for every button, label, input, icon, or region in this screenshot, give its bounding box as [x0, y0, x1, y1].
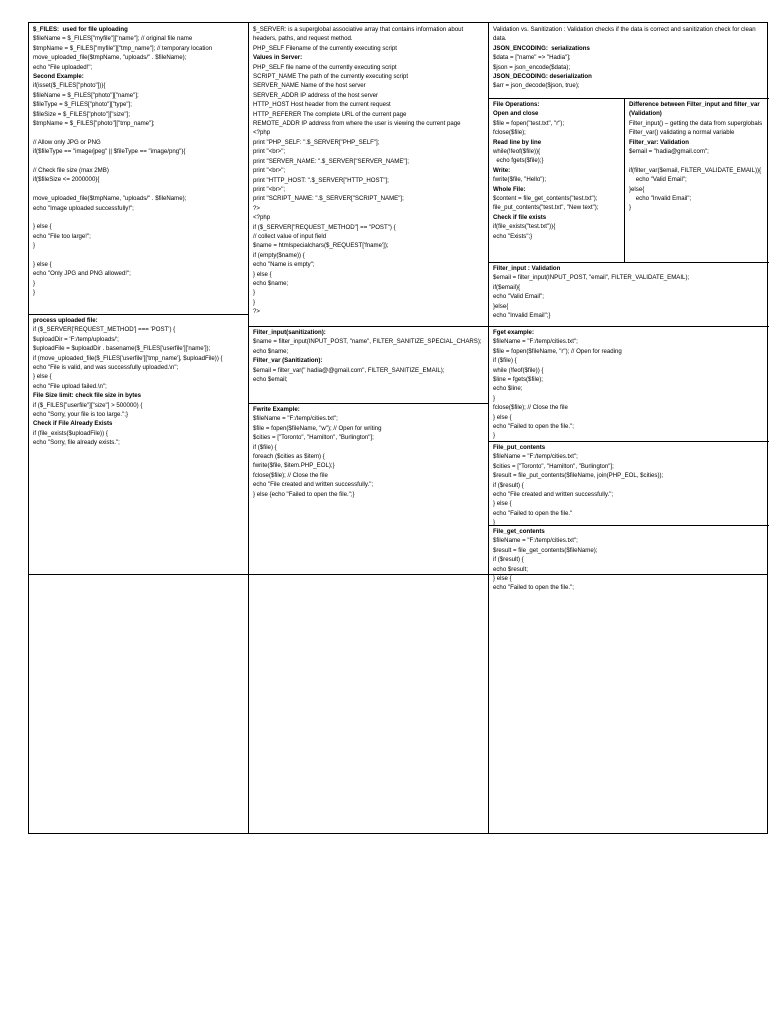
code-line: if($fileType == "image/jpeg" || $fileType == "image/png"){: [33, 148, 186, 156]
section-heading: File_put_contents: [493, 444, 546, 451]
code-line: echo "File created and written successfully.";: [493, 491, 614, 499]
code-line: print "SCRIPT_NAME: ".$_SERVER["SCRIPT_NAME"];: [253, 195, 404, 203]
code-line: SCRIPT_NAME The path of the currently executing script: [253, 73, 409, 81]
code-line: $email = filter_var(" hadia@@gmail.com", FILTER_SANITIZE_EMAIL);: [253, 366, 445, 374]
code-line: echo "Image uploaded successfully!";: [33, 204, 134, 212]
code-line: } else {: [33, 373, 52, 381]
code-line: if($fileSize <= 2000000){: [33, 176, 100, 184]
section-heading: Second Example:: [33, 73, 84, 81]
code-line: <?php: [253, 214, 271, 222]
code-line: print "HTTP_HOST: ".$_SERVER["HTTP_HOST"];: [253, 176, 389, 184]
code-line: echo "File upload failed.\n";: [33, 382, 107, 390]
code-line: echo "Sorry, file already exists.";: [33, 439, 120, 447]
code-line: HTTP_HOST Host header from the current request: [253, 101, 391, 109]
code-line: $tmpName = $_FILES["myfile"]["tmp_name"]; // temporary location: [33, 44, 213, 52]
code-line: PHP_SELF file name of the currently executing script: [253, 63, 397, 71]
code-line: }: [253, 298, 256, 306]
fwrite-example-cell: [249, 403, 488, 574]
code-line: print "<br>";: [253, 167, 286, 175]
code-line: $arr = json_decode($json, true);: [493, 82, 580, 90]
code-line: echo "Failed to open the file.";: [493, 423, 574, 431]
code-line: // Check file size (max 2MB): [33, 167, 109, 175]
code-line: $_SERVER: is a superglobal associative array that contains information about headers, paths, and request method.: [253, 26, 465, 43]
section-heading: File Size limit: check file size in bytes: [33, 392, 142, 400]
code-line: SERVER_ADDR IP address of the host server: [253, 91, 379, 99]
code-line: $result = file_get_contents($fileName);: [493, 546, 598, 554]
code-line: foreach ($cities as $item) {: [253, 453, 325, 461]
code-line: $content = file_get_contents("test.txt");: [493, 195, 598, 203]
code-line: REMOTE_ADDR IP address from where the user is viewing the current page: [253, 120, 461, 128]
file-operations-cell: [489, 98, 624, 262]
section-heading: Write:: [493, 166, 511, 174]
code-line: fclose($file); // Close the file: [493, 404, 568, 412]
process-uploaded-cell: [29, 314, 248, 574]
code-line: if (move_uploaded_file($_FILES['userfile']['tmp_name'], $uploadFile)) {: [33, 354, 223, 362]
section-heading: Read line by line: [493, 138, 542, 146]
code-line: [33, 213, 244, 222]
section-heading: Check if file exists: [493, 213, 547, 221]
section-heading: process uploaded file:: [33, 317, 98, 324]
code-line: echo $email;: [253, 376, 288, 384]
code-line: while(!feof($file)){: [493, 148, 541, 156]
code-line: [33, 157, 244, 166]
filter-difference-cell: [625, 98, 769, 262]
code-line: ?>: [253, 308, 260, 316]
code-line: echo "Valid Email";: [493, 293, 544, 301]
code-line: if ($_SERVER['REQUEST_METHOD'] === 'POST') {: [33, 326, 176, 334]
code-line: }else{: [629, 185, 645, 193]
code-line: echo "Failed to open the file.": [493, 509, 573, 517]
code-line: }: [493, 432, 496, 440]
section-heading: $_FILES: used for file uploading: [33, 26, 128, 33]
code-line: print "PHP_SELF: ".$_SERVER["PHP_SELF"];: [253, 138, 380, 146]
code-line: fwrite($file, "Hello");: [493, 176, 547, 184]
code-line: echo $name;: [253, 347, 289, 355]
code-line: echo "Invalid Email";: [629, 195, 692, 203]
code-line: }: [493, 394, 496, 402]
code-line: [33, 128, 244, 137]
code-line: echo "File too large!";: [33, 232, 91, 240]
code-line: move_uploaded_file($tmpName, "uploads/" . $fileName);: [33, 54, 187, 62]
code-line: print "<br>";: [253, 185, 286, 193]
code-line: Filter_var() validating a normal variable: [629, 129, 735, 137]
code-line: print "SERVER_NAME: ".$_SERVER["SERVER_NAME"];: [253, 157, 409, 165]
code-line: $fileName = $_FILES["myfile"]["name"]; // original file name: [33, 35, 193, 43]
code-line: while (!feof($file)) {: [493, 366, 544, 374]
code-line: $cities = ["Toronto", "Hamilton", "Burlington"];: [493, 462, 614, 470]
code-line: } else {: [33, 261, 52, 269]
code-line: }: [629, 204, 632, 212]
section-heading: Whole File:: [493, 185, 526, 193]
code-line: $fileType = $_FILES["photo"]["type"];: [33, 101, 132, 109]
code-line: echo $result;: [493, 565, 528, 573]
code-line: }: [33, 289, 36, 297]
code-line: $fileName = "F:/temp/cities.txt";: [253, 415, 338, 423]
code-line: if(isset($_FILES["photo"])){: [33, 82, 106, 90]
section-heading: JSON_DECODING: deserialization: [493, 73, 592, 81]
code-line: echo fgets($file);}: [493, 157, 544, 165]
filter-input-validation-cell: [489, 262, 769, 326]
code-line: [33, 251, 244, 260]
section-heading: Fwrite Example:: [253, 406, 300, 413]
code-line: echo "File is valid, and was successfully uploaded.\n";: [33, 364, 179, 372]
section-heading: File_get_contents: [493, 528, 545, 535]
code-line: if ($_FILES["userfile"]["size"] > 500000) {: [33, 401, 143, 409]
section-heading: Values in Server:: [253, 54, 303, 62]
code-line: $file = fopen($fileName, "r"); // Open for reading: [493, 347, 622, 355]
code-line: if ($result) {: [493, 481, 524, 489]
empty-cell: [29, 575, 248, 834]
code-line: echo "Valid Email";: [629, 176, 687, 184]
code-line: echo "Sorry, your file is too large.";}: [33, 411, 128, 419]
code-line: $uploadFile = $uploadDir . basename($_FILES['userfile']['name']);: [33, 345, 211, 353]
code-line: PHP_SELF Filename of the currently executing script: [253, 44, 397, 52]
code-line: }: [253, 289, 256, 297]
code-line: // Allow only JPG or PNG: [33, 138, 101, 146]
section-heading: Difference between Filter_input and filter_var (Validation): [629, 101, 762, 118]
code-line: $fileName = "F:/temp/cities.txt";: [493, 453, 578, 461]
code-line: if (file_exists($uploadFile)) {: [33, 429, 108, 437]
code-line: fwrite($file, $item.PHP_EOL);}: [253, 462, 335, 470]
code-line: // collect value of input field: [253, 232, 327, 240]
section-heading: Filter_input : Validation: [493, 265, 561, 272]
code-line: } else {echo "Failed to open the file.";}: [253, 490, 355, 498]
code-line: echo "Name is empty";: [253, 261, 315, 269]
code-line: if (empty($name)) {: [253, 251, 305, 259]
code-line: }else{: [493, 302, 509, 310]
code-line: <?php: [253, 129, 271, 137]
code-line: $json = json_encode($data);: [493, 63, 571, 71]
code-line: }: [33, 242, 36, 250]
code-line: $data = ["name" => "Hadia"];: [493, 54, 571, 62]
code-line: $result = file_put_contents($fileName, join(PHP_EOL, $cities));: [493, 472, 664, 480]
section-heading: Open and close: [493, 110, 539, 118]
filter-input-sanitization-cell: [249, 326, 488, 403]
code-line: echo "File created and written successfully.";: [253, 481, 374, 489]
code-line: if(filter_var($email, FILTER_VALIDATE_EMAIL)){: [629, 166, 762, 174]
code-line: echo "Only JPG and PNG allowed!";: [33, 270, 131, 278]
code-line: echo "File uploaded!";: [33, 63, 93, 71]
code-line: $name = filter_input(INPUT_POST, "name", FILTER_SANITIZE_SPECIAL_CHARS);: [253, 338, 482, 346]
code-line: if ($file) {: [253, 443, 277, 451]
code-line: $fileName = $_FILES["photo"]["name"];: [33, 91, 139, 99]
code-line: $file = fopen("test.txt", "r");: [493, 119, 565, 127]
section-heading: JSON_ENCODING: serializations: [493, 44, 590, 52]
code-line: [33, 185, 244, 194]
code-line: echo "Invalid Email";}: [493, 312, 551, 320]
code-line: fclose($file); // Close the file: [253, 471, 328, 479]
empty-cell: [249, 575, 488, 834]
code-line: echo "Exists";}: [493, 232, 533, 240]
code-line: SERVER_NAME Name of the host server: [253, 82, 366, 90]
code-line: echo $name;: [253, 279, 289, 287]
code-line: $file = fopen($fileName, "w"); // Open for writing: [253, 424, 382, 432]
file-put-contents-cell: [489, 441, 769, 525]
section-heading: File Operations:: [493, 101, 540, 108]
code-line: print "<br>";: [253, 148, 286, 156]
code-line: fclose($file);: [493, 129, 526, 137]
code-line: if ($file) {: [493, 357, 517, 365]
code-line: file_put_contents("test.txt", "New text");: [493, 204, 599, 212]
code-line: if($email){: [493, 283, 521, 291]
section-heading: Fget example:: [493, 329, 534, 336]
file-get-contents-cell: [489, 525, 769, 592]
server-superglobal-cell: [249, 23, 488, 326]
code-line: $name = htmlspecialchars($_REQUEST['fname']);: [253, 242, 389, 250]
code-line: } else {: [493, 413, 512, 421]
code-line: }: [493, 519, 496, 527]
section-heading: Filter_var: Validation: [629, 138, 689, 146]
code-line: if(file_exists("test.txt")){: [493, 223, 556, 231]
code-line: $fileName = "F:/temp/cities.txt";: [493, 537, 578, 545]
code-line: HTTP_REFERER The complete URL of the current page: [253, 110, 407, 118]
section-heading: Filter_input(sanitization):: [253, 329, 326, 336]
code-line: [629, 156, 765, 165]
code-line: } else {: [493, 575, 512, 583]
code-line: } else {: [33, 223, 52, 231]
code-line: $uploadDir = 'F:/temp/uploads/';: [33, 335, 119, 343]
code-line: echo "Failed to open the file.";: [493, 584, 574, 592]
code-line: } else {: [493, 500, 512, 508]
code-line: $cities = ["Toronto", "Hamilton", "Burlington"];: [253, 434, 374, 442]
code-line: ?>: [253, 204, 260, 212]
code-line: if ($_SERVER["REQUEST_METHOD"] == "POST") {: [253, 223, 396, 231]
code-line: $tmpName = $_FILES["photo"]["tmp_name"];: [33, 120, 155, 128]
code-line: $line = fgets($file);: [493, 376, 543, 384]
code-line: if ($result) {: [493, 556, 524, 564]
section-heading: Check if File Already Exists: [33, 420, 113, 428]
code-line: $email = filter_input(INPUT_POST, "email", FILTER_VALIDATE_EMAIL);: [493, 274, 690, 282]
code-line: $fileSize = $_FILES["photo"]["size"];: [33, 110, 130, 118]
code-line: }: [33, 279, 36, 287]
section-heading: Filter_var (Sanitization):: [253, 357, 323, 365]
code-line: Filter_input() – getting the data from superglobals: [629, 119, 763, 127]
code-line: } else {: [253, 270, 272, 278]
fget-example-cell: [489, 326, 769, 441]
files-upload-cell: [29, 23, 248, 314]
code-line: Validation vs. Sanitization : Validation checks if the data is correct and sanitization check for clean data.: [493, 26, 758, 43]
code-line: $fileName = "F:/temp/cities.txt";: [493, 338, 578, 346]
cheat-sheet-grid: [28, 22, 768, 834]
empty-cell: [489, 575, 769, 834]
validation-json-cell: [489, 23, 769, 98]
code-line: move_uploaded_file($tmpName, "uploads/" . $fileName);: [33, 195, 187, 203]
code-line: $email = "hadia@gmail.com";: [629, 148, 709, 156]
code-line: echo $line;: [493, 385, 523, 393]
